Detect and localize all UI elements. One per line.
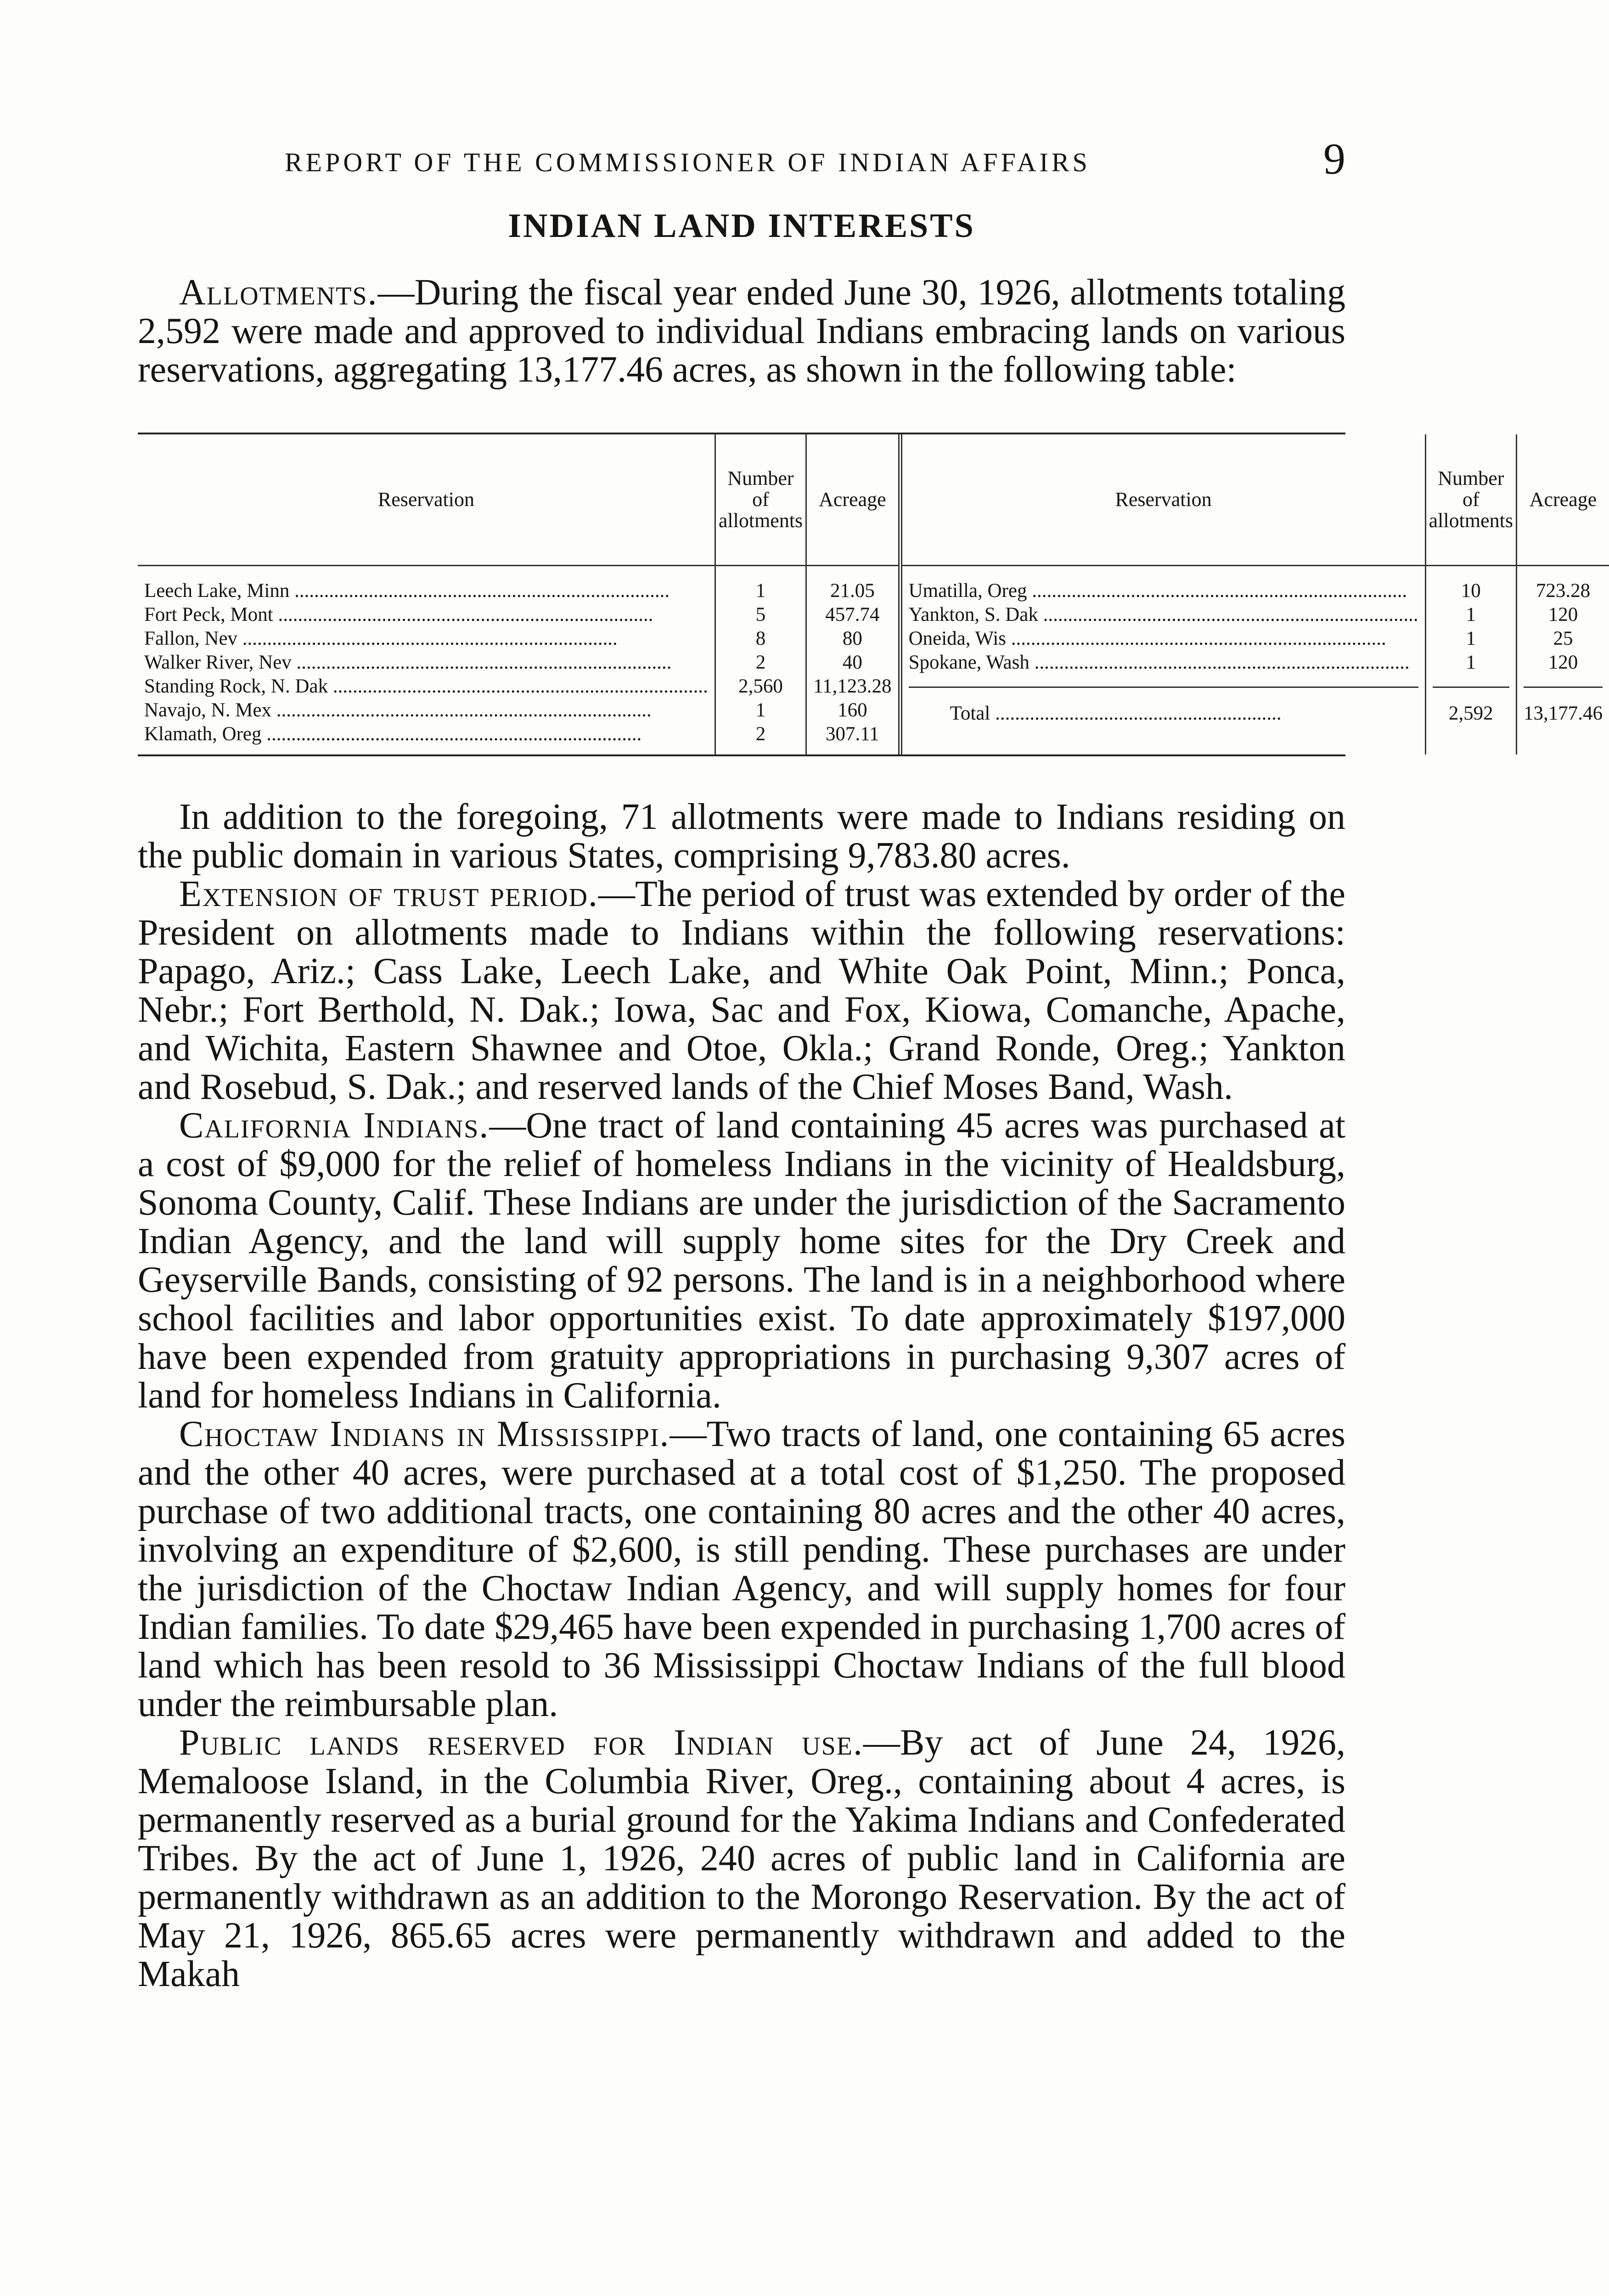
california-text: —One tract of land containing 45 acres was purchased at a cost of $9,000 for the relief of homeless Indians in the vicinity of Healdsburg, Sonoma County, Calif. These Indians are under the jurisdiction of the Sacramento Indian Agency, and the land will supply home sites for the Dry Creek and Geyserville Bands, consisting of 92 persons. The land is in a neighborhood where school facilities and labor opportunities exist. To date approximately $197,000 have been expended from gratuity appropriations in purchasing 9,307 acres of land for homeless Indians in California. bbox=[138, 1105, 1345, 1416]
left-number-column bbox=[715, 566, 806, 755]
acreage-value: 80 bbox=[842, 628, 862, 649]
page-number: 9 bbox=[1323, 134, 1345, 183]
running-head: REPORT OF THE COMMISSIONER OF INDIAN AFFAIRS bbox=[285, 147, 1091, 177]
public-lands-paragraph bbox=[138, 1723, 1345, 1993]
right-number-column bbox=[1425, 566, 1516, 755]
reservation-name: Standing Rock, N. Dak ..... bbox=[144, 675, 708, 698]
acreage-value: 120 bbox=[1548, 652, 1578, 673]
allotment-count: 8 bbox=[755, 628, 766, 649]
acreage-value: 120 bbox=[1548, 604, 1578, 625]
reservation-name: Klamath, Oreg ..... bbox=[144, 722, 708, 746]
reservation-name: Fallon, Nev ..... bbox=[144, 627, 708, 651]
choctaw-text: —Two tracts of land, one containing 65 acres and the other 40 acres, were purchased at a total cost of $1,250. The proposed purchase of two additional tracts, one containing 80 acres and the other 40 acres, involving an expenditure of $2,600, is still pending. These purchases are under the jurisdiction of the Choctaw Indian Agency, and will supply homes for four Indian families. To date $29,465 have been expended in purchasing 1,700 acres of land which has been resold to 36 Mississippi Choctaw Indians of the full blood under the reimbursable plan. bbox=[138, 1414, 1346, 1724]
acreage-value: 40 bbox=[842, 652, 862, 673]
allotment-count: 1 bbox=[1466, 652, 1476, 673]
california-lead: California Indians. bbox=[179, 1105, 489, 1146]
total-number: 2,592 bbox=[1448, 703, 1493, 724]
allotments-table-wrapper bbox=[138, 433, 1603, 756]
allotment-count: 1 bbox=[755, 580, 766, 602]
total-row-number bbox=[1433, 687, 1509, 726]
col-header-number-left: Number of allotments bbox=[715, 434, 806, 566]
right-reservation-column bbox=[900, 566, 1425, 755]
acreage-value: 25 bbox=[1553, 628, 1573, 649]
allotment-count: 2 bbox=[755, 723, 766, 745]
allotment-count: 1 bbox=[1466, 628, 1476, 649]
california-paragraph bbox=[138, 1106, 1345, 1415]
total-acreage: 13,177.46 bbox=[1523, 703, 1603, 724]
acreage-value: 21.05 bbox=[830, 580, 875, 602]
document-page bbox=[138, 133, 1603, 1994]
extension-text: —The period of trust was extended by order of the President on allotments made to Indians within the following reservations: Papago, Ariz.; Cass Lake, Leech Lake, and White Oak Point, Minn.; Ponca, Nebr.; Fort Berthold, N. Dak.; Iowa, Sac and Fox, Kiowa, Comanche, Apache, and Wichita, Eastern Shawnee and Otoe, Okla.; Grand Ronde, Oreg.; Yankton and Rosebud, S. Dak.; and reserved lands of the Chief Moses Band, Wash. bbox=[138, 874, 1345, 1107]
reservation-name: Spokane, Wash ..... bbox=[909, 651, 1418, 675]
extension-lead: Extension of trust period. bbox=[179, 874, 599, 914]
right-acreage-column bbox=[1516, 566, 1609, 755]
allotments-text: —During the fiscal year ended June 30, 1926, allotments totaling 2,592 were made and approved to individual Indians embracing lands on various reservations, aggregating 13,177.46 acres, as shown in the following table: bbox=[138, 272, 1345, 390]
allotments-table bbox=[138, 434, 1609, 754]
allotments-lead: Allotments. bbox=[179, 272, 378, 313]
col-header-reservation-right: Reservation bbox=[900, 434, 1425, 566]
reservation-name: Yankton, S. Dak ..... bbox=[909, 603, 1418, 627]
acreage-value: 723.28 bbox=[1536, 580, 1591, 602]
allotment-count: 1 bbox=[755, 699, 766, 721]
reservation-name: Walker River, Nev ..... bbox=[144, 651, 708, 675]
reservation-name: Leech Lake, Minn ..... bbox=[144, 579, 708, 603]
table-header-row bbox=[138, 434, 1609, 566]
reservation-name: Oneida, Wis ..... bbox=[909, 627, 1418, 651]
allotment-count: 2 bbox=[755, 652, 766, 673]
total-row-label bbox=[909, 687, 1418, 726]
acreage-value: 307.11 bbox=[826, 723, 879, 745]
page-header bbox=[138, 133, 1345, 184]
choctaw-lead: Choctaw Indians in Mississippi. bbox=[179, 1414, 670, 1454]
choctaw-paragraph bbox=[138, 1415, 1345, 1723]
col-header-acreage-left: Acreage bbox=[806, 434, 900, 566]
reservation-name: Navajo, N. Mex ..... bbox=[144, 698, 708, 722]
col-header-reservation-left: Reservation bbox=[138, 434, 715, 566]
public-lands-lead: Public lands reserved for Indian use. bbox=[179, 1722, 863, 1763]
total-label: Total ..... bbox=[909, 702, 1418, 726]
allotment-count: 5 bbox=[755, 604, 766, 625]
left-reservation-column bbox=[138, 566, 715, 755]
allotment-count: 10 bbox=[1461, 580, 1481, 602]
section-title: INDIAN LAND INTERESTS bbox=[508, 207, 975, 245]
public-domain-paragraph: In addition to the foregoing, 71 allotments were made to Indians residing on the public domain in various States, comprising 9,783.80 acres. bbox=[138, 797, 1345, 876]
reservation-name: Umatilla, Oreg ..... bbox=[909, 579, 1418, 603]
reservation-name: Fort Peck, Mont ..... bbox=[144, 603, 708, 627]
allotments-paragraph bbox=[138, 273, 1345, 389]
public-lands-text: —By act of June 24, 1926, Memaloose Island, in the Columbia River, Oreg., containing about 4 acres, is permanently reserved as a burial ground for the Yakima Indians and Confederated Tribes. By the act of June 1, 1926, 240 acres of public land in California are permanently withdrawn as an addition to the Morongo Reservation. By the act of May 21, 1926, 865.65 acres were permanently withdrawn and added to the Makah bbox=[138, 1722, 1345, 1994]
col-header-acreage-right: Acreage bbox=[1516, 434, 1609, 566]
total-row-acreage bbox=[1524, 687, 1603, 726]
col-header-number-right: Number of allotments bbox=[1425, 434, 1516, 566]
acreage-value: 457.74 bbox=[825, 604, 880, 625]
allotment-count: 2,560 bbox=[738, 675, 783, 697]
left-acreage-column bbox=[806, 566, 900, 755]
table-body-row bbox=[138, 566, 1609, 755]
acreage-value: 160 bbox=[838, 699, 867, 721]
allotment-count: 1 bbox=[1466, 604, 1476, 625]
extension-paragraph bbox=[138, 875, 1345, 1106]
acreage-value: 11,123.28 bbox=[813, 675, 892, 697]
